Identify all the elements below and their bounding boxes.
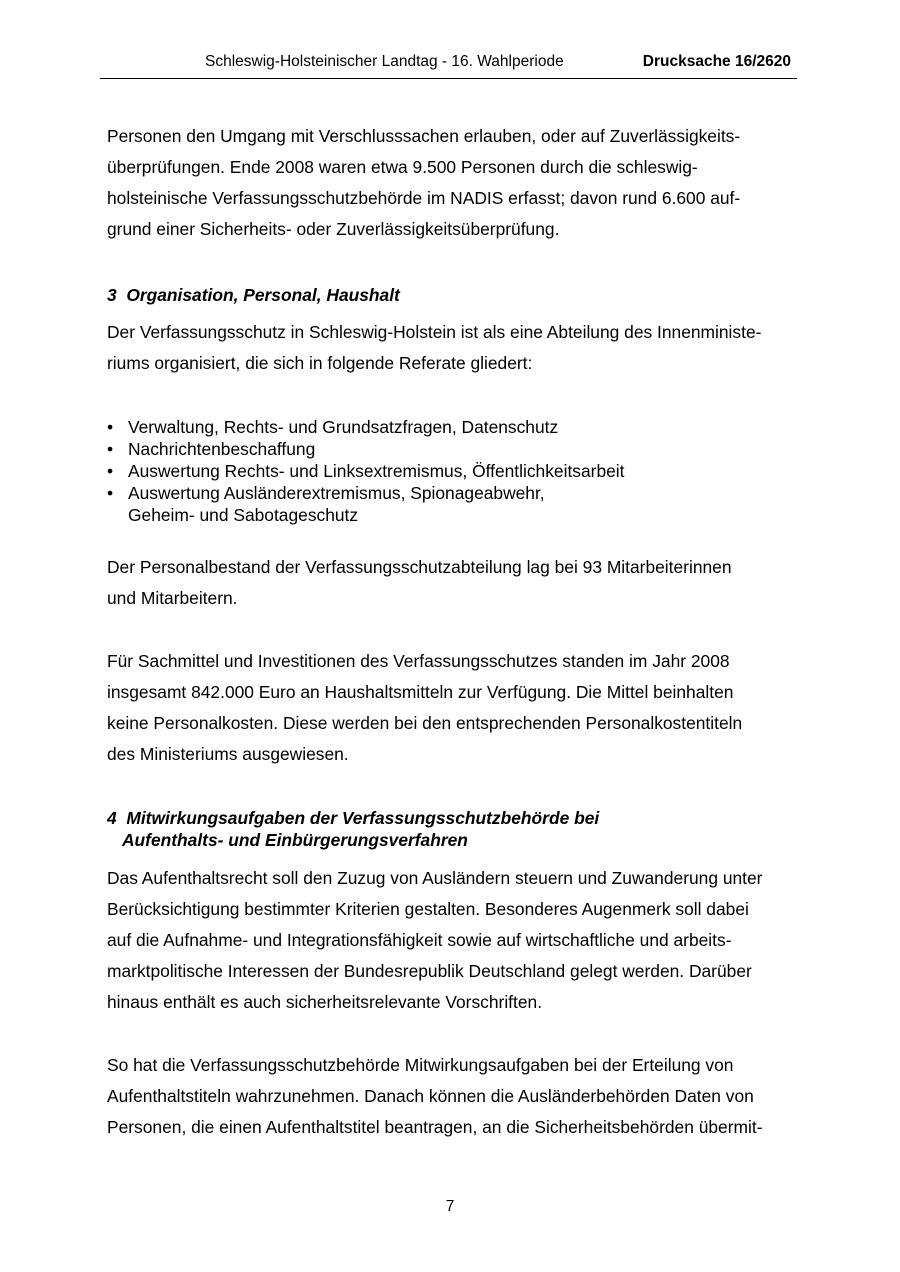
text-line: holsteinische Verfassungsschutzbehörde im NADIS erfasst; davon rund 6.600 auf-	[107, 188, 741, 208]
referate-list	[107, 416, 797, 526]
bullet-icon: •	[107, 461, 114, 481]
text-line: Aufenthaltstiteln wahrzunehmen. Danach können die Ausländerbehörden Daten von	[107, 1086, 754, 1106]
bullet-icon: •	[107, 417, 114, 437]
text-line: Für Sachmittel und Investitionen des Verfassungsschutzes standen im Jahr 2008	[107, 651, 730, 671]
paragraph-mitwirkung	[107, 1050, 797, 1143]
bullet-icon: •	[107, 439, 114, 459]
paragraph-verschlusssachen	[107, 121, 797, 245]
text-line: auf die Aufnahme- und Integrationsfähigkeit sowie auf wirtschaftliche und arbeits-	[107, 930, 732, 950]
text-line: marktpolitische Interessen der Bundesrepublik Deutschland gelegt werden. Darüber	[107, 961, 752, 981]
list-item	[107, 438, 797, 460]
text-line: hinaus enthält es auch sicherheitsrelevante Vorschriften.	[107, 992, 543, 1012]
section-number: 3	[107, 285, 117, 305]
drucksache-number: Drucksache 16/2620	[642, 53, 791, 70]
text-line: Personen, die einen Aufenthaltstitel beantragen, an die Sicherheitsbehörden übermit-	[107, 1117, 763, 1137]
paragraph-organisation	[107, 317, 797, 379]
text-line: Der Verfassungsschutz in Schleswig-Holstein ist als eine Abteilung des Innenministe-	[107, 322, 762, 342]
text-line: und Mitarbeitern.	[107, 588, 238, 608]
list-item	[107, 416, 797, 438]
text-line: Das Aufenthaltsrecht soll den Zuzug von Ausländern steuern und Zuwanderung unter	[107, 868, 763, 888]
list-item-text: Geheim- und Sabotageschutz	[128, 505, 359, 525]
section-number: 4	[107, 808, 117, 828]
section-title: Organisation, Personal, Haushalt	[126, 285, 400, 305]
list-item-text: Auswertung Rechts- und Linksextremismus, Öffentlichkeitsarbeit	[128, 461, 625, 481]
list-item	[107, 460, 797, 482]
paragraph-aufenthaltsrecht	[107, 863, 797, 1018]
text-line: Berücksichtigung bestimmter Kriterien gestalten. Besonderes Augenmerk soll dabei	[107, 899, 749, 919]
section-title: Mitwirkungsaufgaben der Verfassungsschutzbehörde bei	[126, 808, 600, 828]
header-title: Schleswig-Holsteinischer Landtag - 16. Wahlperiode	[205, 53, 564, 70]
section-title-continued: Aufenthalts- und Einbürgerungsverfahren	[122, 830, 468, 850]
list-item	[107, 482, 797, 526]
text-line: Personen den Umgang mit Verschlusssachen erlauben, oder auf Zuverlässigkeits-	[107, 126, 741, 146]
text-line: Der Personalbestand der Verfassungsschutzabteilung lag bei 93 Mitarbeiterinnen	[107, 557, 732, 577]
list-item-text: Auswertung Ausländerextremismus, Spionageabwehr,	[128, 483, 545, 503]
text-line: überprüfungen. Ende 2008 waren etwa 9.500 Personen durch die schleswig-	[107, 157, 698, 177]
list-item-text: Verwaltung, Rechts- und Grundsatzfragen, Datenschutz	[128, 417, 559, 437]
text-line: keine Personalkosten. Diese werden bei den entsprechenden Personalkostentiteln	[107, 713, 743, 733]
text-line: grund einer Sicherheits- oder Zuverlässigkeitsüberprüfung.	[107, 219, 560, 239]
page-number: 7	[445, 1198, 455, 1215]
text-line: insgesamt 842.000 Euro an Haushaltsmitteln zur Verfügung. Die Mittel beinhalten	[107, 682, 734, 702]
text-line: riums organisiert, die sich in folgende Referate gliedert:	[107, 353, 533, 373]
section-heading-4	[107, 807, 797, 851]
paragraph-haushalt	[107, 646, 797, 770]
text-line: des Ministeriums ausgewiesen.	[107, 744, 349, 764]
bullet-icon: •	[107, 483, 114, 503]
paragraph-personalbestand	[107, 552, 797, 614]
section-heading-3	[107, 284, 797, 306]
text-line: So hat die Verfassungsschutzbehörde Mitwirkungsaufgaben bei der Erteilung von	[107, 1055, 734, 1075]
list-item-text: Nachrichtenbeschaffung	[128, 439, 316, 459]
page-header	[100, 52, 797, 79]
